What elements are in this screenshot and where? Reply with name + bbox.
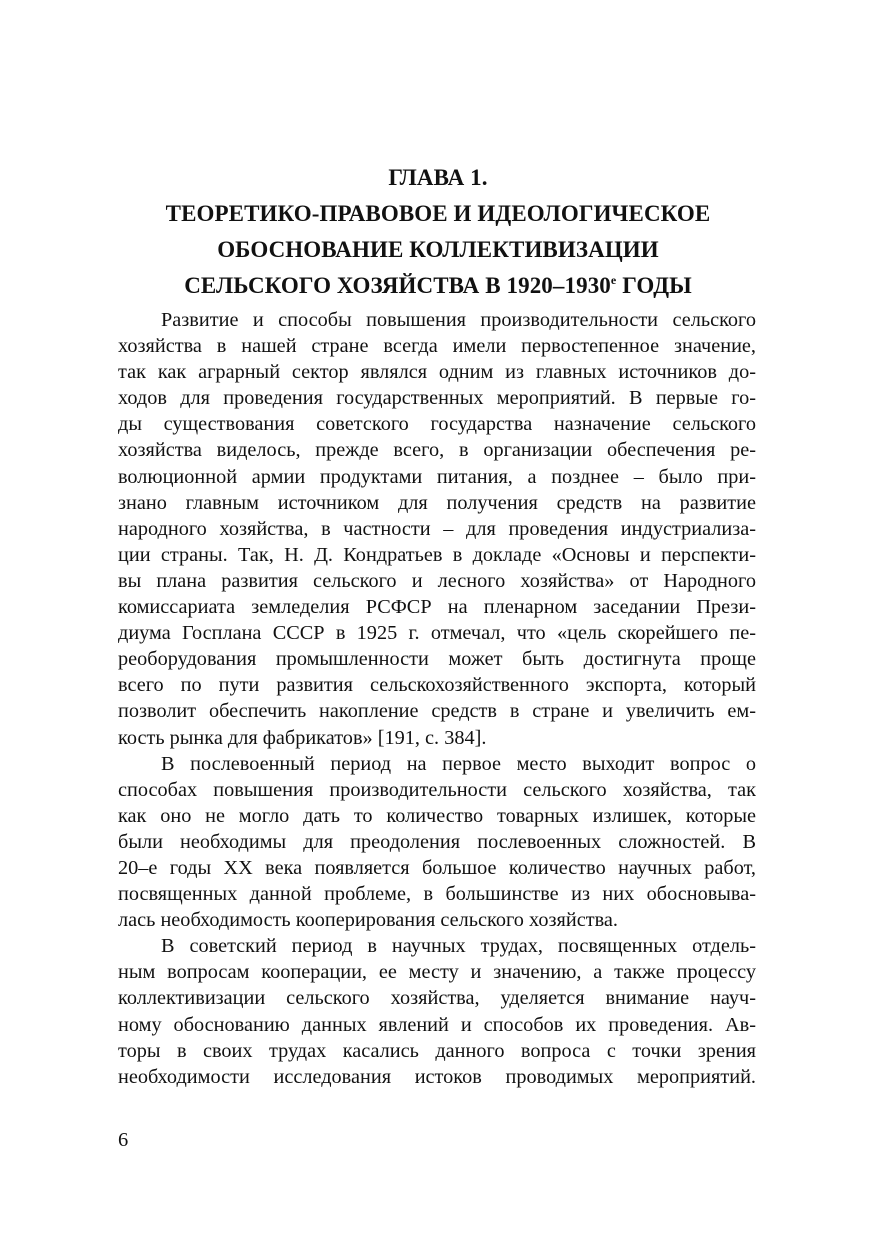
chapter-heading (100, 160, 776, 304)
text-line: кость рынка для фабрикатов» [191, с. 384]. (118, 726, 487, 749)
chapter-title-text: ГОДЫ (616, 273, 692, 298)
text-line: реоборудования промышленности может быть достигнута проще (118, 648, 756, 671)
text-line: ды существования советского государства назначение сельского (118, 413, 756, 436)
text-line: комиссариата земледелия РСФСР на пленарном заседании Прези- (118, 596, 756, 619)
text-line: коллективизации сельского хозяйства, уделяется внимание науч- (118, 987, 756, 1010)
text-line: хозяйства виделось, прежде всего, в организации обеспечения ре- (118, 439, 756, 462)
text-line: хозяйства в нашей стране всегда имели первостепенное значение, (118, 335, 756, 358)
chapter-number: ГЛАВА 1. (388, 165, 488, 190)
text-line: знано главным источником для получения средств на развитие (118, 491, 756, 514)
text-line: ходов для проведения государственных мероприятий. В первые го- (118, 387, 756, 410)
text-line: вы плана развития сельского и лесного хозяйства» от Народного (118, 569, 756, 592)
text-line: ному обоснованию данных явлений и способов их проведения. Ав- (118, 1013, 756, 1036)
chapter-title-text: СЕЛЬСКОГО ХОЗЯЙСТВА В 1920–1930 (184, 273, 611, 298)
text-line: так как аграрный сектор являлся одним из главных источников до- (118, 361, 756, 384)
text-line: лась необходимость кооперирования сельского хозяйства. (118, 909, 618, 932)
page-number: 6 (118, 1129, 129, 1151)
chapter-title-line: ТЕОРЕТИКО-ПРАВОВОЕ И ИДЕОЛОГИЧЕСКОЕ (165, 201, 711, 226)
chapter-title-line: ОБОСНОВАНИЕ КОЛЛЕКТИВИЗАЦИИ (217, 237, 659, 262)
paragraph (118, 307, 756, 751)
text-line: народного хозяйства, в частности – для проведения индустриализа- (118, 517, 756, 540)
text-line: всего по пути развития сельскохозяйственного экспорта, который (118, 674, 756, 697)
text-line: необходимости исследования истоков проводимых мероприятий. (118, 1065, 756, 1088)
text-line: были необходимы для преодоления послевоенных сложностей. В (118, 830, 756, 853)
text-line: ным вопросам кооперации, ее месту и значению, а также процессу (118, 961, 756, 984)
ordinal-suffix: е (610, 273, 617, 287)
text-line: позволит обеспечить накопление средств в стране и увеличить ем- (118, 700, 756, 723)
text-line: В послевоенный период на первое место выходит вопрос о (161, 752, 756, 775)
text-line: как оно не могло дать то количество товарных излишек, которые (118, 804, 756, 827)
text-line: волюционной армии продуктами питания, а позднее – было при- (118, 465, 756, 488)
body-text (118, 307, 756, 1090)
text-line: Развитие и способы повышения производительности сельского (161, 309, 756, 331)
text-line: диума Госплана СССР в 1925 г. отмечал, что «цель скорейшего пе- (118, 622, 756, 645)
text-line: посвященных данной проблеме, в большинстве из них обосновыва- (118, 883, 756, 906)
text-line: способах повышения производительности сельского хозяйства, так (118, 778, 756, 801)
text-line: В советский период в научных трудах, посвященных отдель- (161, 935, 756, 958)
paragraph (118, 933, 756, 1090)
text-line: торы в своих трудах касались данного вопроса с точки зрения (118, 1039, 756, 1062)
chapter-title-line (100, 268, 776, 304)
paragraph (118, 751, 756, 934)
text-line: 20–е годы XX века появляется большое количество научных работ, (118, 856, 756, 879)
text-line: ции страны. Так, Н. Д. Кондратьев в докладе «Основы и перспекти- (118, 543, 756, 566)
